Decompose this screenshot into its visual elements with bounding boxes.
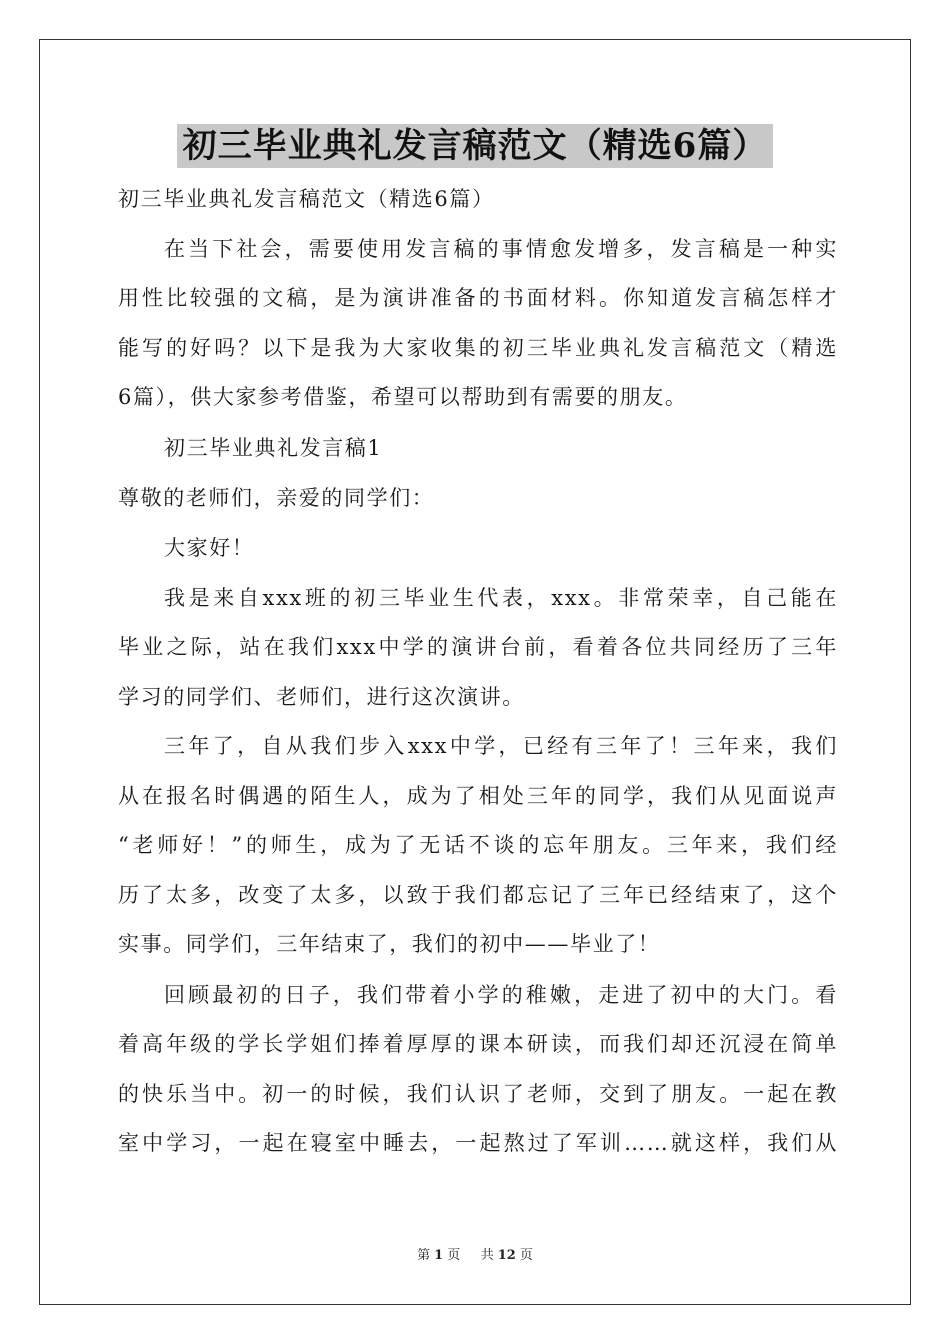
paragraph-line: 毕业之际，站在我们xxx中学的演讲台前，看着各位共同经历了三年 xyxy=(118,635,838,659)
paragraph-line: 室中学习，一起在寝室中睡去，一起熬过了军训……就这样，我们从 xyxy=(118,1131,838,1155)
paragraph-line: “老师好！”的师生，成为了无话不谈的忘年朋友。三年来，我们经 xyxy=(118,833,838,857)
page-current: 1 xyxy=(434,1248,444,1263)
total-prefix: 共 xyxy=(480,1248,494,1263)
total-unit: 页 xyxy=(519,1248,533,1263)
subtitle-line: 初三毕业典礼发言稿范文（精选6篇） xyxy=(118,187,495,211)
title-wrap xyxy=(0,124,950,168)
paragraph-line: 用性比较强的文稿，是为演讲准备的书面材料。你知道发言稿怎样才 xyxy=(118,286,838,310)
paragraph-line: 我是来自xxx班的初三毕业生代表，xxx。非常荣幸，自己能在 xyxy=(164,586,838,610)
page-footer xyxy=(0,1247,950,1265)
document-title: 初三毕业典礼发言稿范文（精选6篇） xyxy=(177,124,774,168)
page-border xyxy=(39,39,911,1305)
paragraph-line: 三年了，自从我们步入xxx中学，已经有三年了！三年来，我们 xyxy=(164,734,838,758)
page-total: 12 xyxy=(497,1248,516,1263)
page-unit: 页 xyxy=(447,1248,461,1263)
paragraph-line: 回顾最初的日子，我们带着小学的稚嫩，走进了初中的大门。看 xyxy=(164,983,838,1007)
paragraph-line: 在当下社会，需要使用发言稿的事情愈发增多，发言稿是一种实 xyxy=(164,237,838,261)
section-heading: 初三毕业典礼发言稿1 xyxy=(164,436,383,460)
paragraph-line: 着高年级的学长学姐们捧着厚厚的课本研读，而我们却还沉浸在简单 xyxy=(118,1032,838,1056)
salutation-line: 尊敬的老师们，亲爱的同学们： xyxy=(118,486,435,510)
paragraph-line: 的快乐当中。初一的时候，我们认识了老师，交到了朋友。一起在教 xyxy=(118,1082,838,1106)
paragraph-line: 历了太多，改变了太多，以致于我们都忘记了三年已经结束了，这个 xyxy=(118,883,838,907)
paragraph-line: 6篇），供大家参考借鉴，希望可以帮助到有需要的朋友。 xyxy=(118,385,688,409)
paragraph-line: 能写的好吗？以下是我为大家收集的初三毕业典礼发言稿范文（精选 xyxy=(118,336,838,360)
greeting-line: 大家好！ xyxy=(164,536,255,560)
page-prefix: 第 xyxy=(417,1248,431,1263)
paragraph-line: 实事。同学们，三年结束了，我们的初中——毕业了！ xyxy=(118,932,661,956)
paragraph-line: 学习的同学们、老师们，进行这次演讲。 xyxy=(118,685,525,709)
paragraph-line: 从在报名时偶遇的陌生人，成为了相处三年的同学，我们从见面说声 xyxy=(118,784,838,808)
